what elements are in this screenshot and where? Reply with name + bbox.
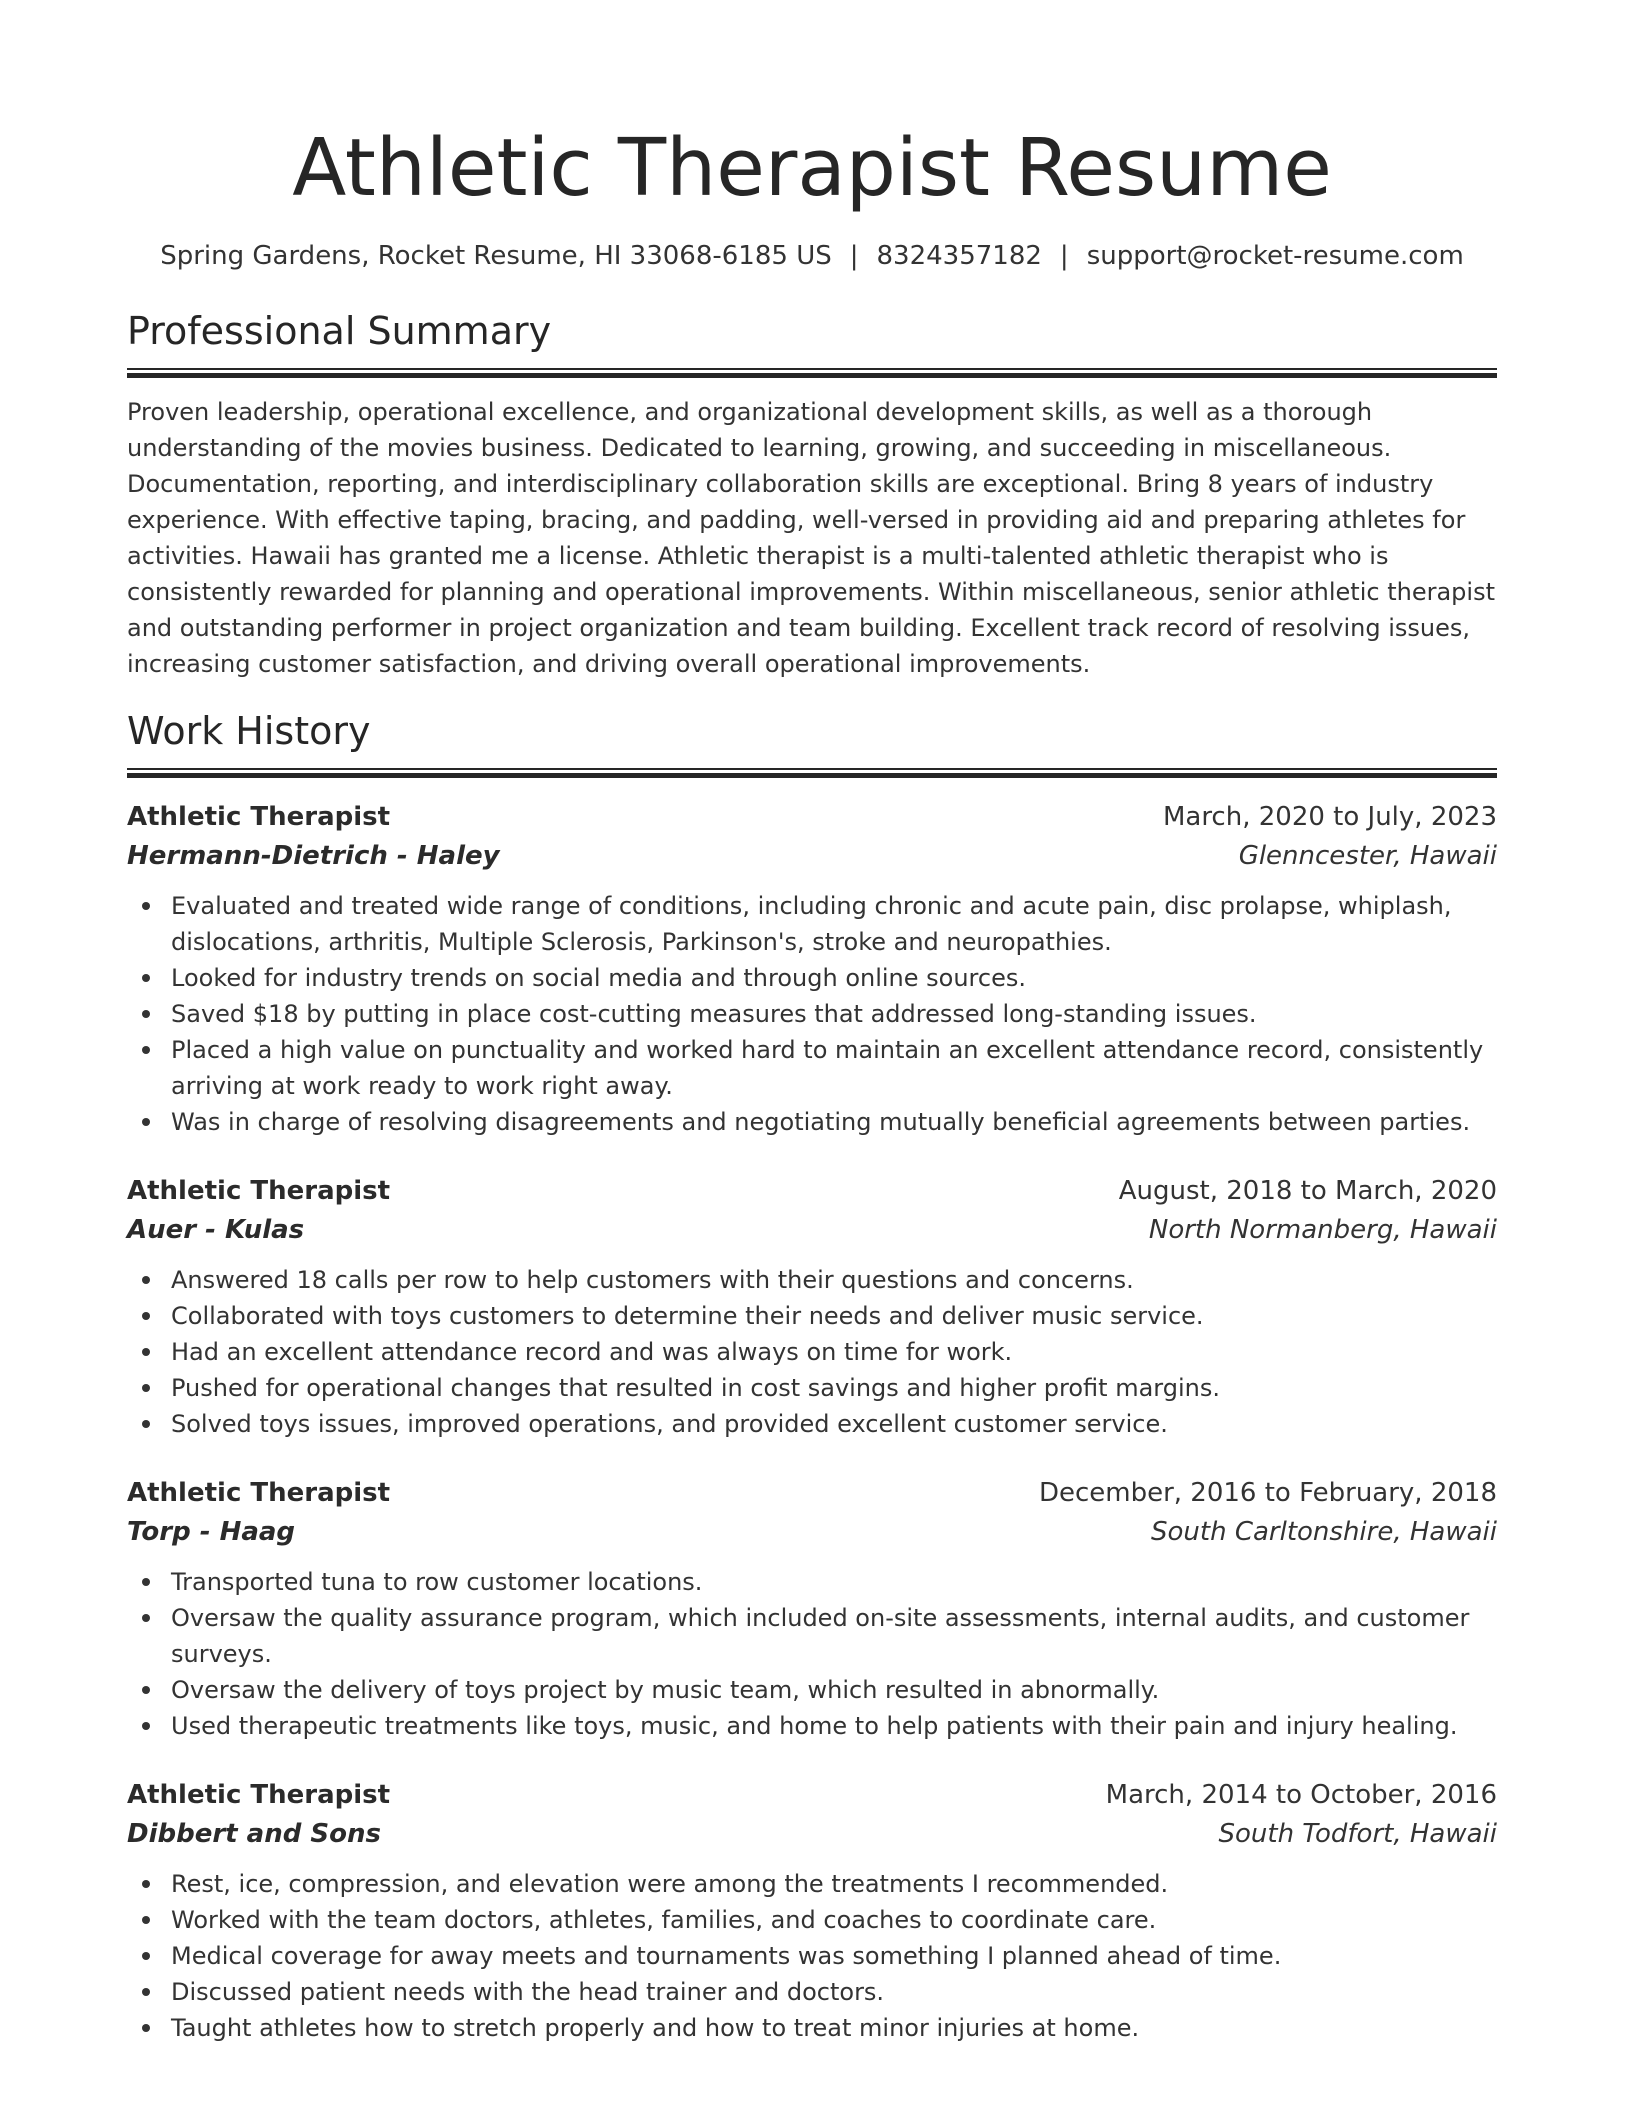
- job-bullet: Answered 18 calls per row to help customers with their questions and concerns.: [127, 1262, 1497, 1298]
- job-header-row: [127, 798, 1497, 836]
- job-location: South Todfort, Hawaii: [1218, 1819, 1497, 1849]
- job-bullet: Transported tuna to row customer locations.: [127, 1564, 1497, 1600]
- work-history-section: [127, 706, 1497, 2046]
- contact-email: support@rocket-resume.com: [1086, 241, 1464, 271]
- job-title: Athletic Therapist: [127, 1780, 391, 1810]
- job-entry: [127, 1776, 1497, 2046]
- job-bullet: Pushed for operational changes that resulted in cost savings and higher profit margins.: [127, 1370, 1497, 1406]
- job-entry: [127, 798, 1497, 1140]
- job-entry: [127, 1172, 1497, 1442]
- job-company-row: [127, 1814, 1497, 1854]
- job-bullet: Oversaw the delivery of toys project by music team, which resulted in abnormally.: [127, 1672, 1497, 1708]
- job-header-row: [127, 1474, 1497, 1512]
- section-divider: [127, 768, 1497, 778]
- job-bullet: Collaborated with toys customers to determine their needs and deliver music service.: [127, 1298, 1497, 1334]
- job-company-row: [127, 1512, 1497, 1552]
- job-bullet-list: [127, 1262, 1497, 1442]
- job-dates: August, 2018 to March, 2020: [1118, 1176, 1497, 1206]
- contact-separator: |: [1059, 241, 1069, 271]
- job-bullet: Taught athletes how to stretch properly and how to treat minor injuries at home.: [127, 2010, 1497, 2046]
- job-bullet: Was in charge of resolving disagreements and negotiating mutually beneficial agreements between parties.: [127, 1104, 1497, 1140]
- job-company-row: [127, 836, 1497, 876]
- job-company: Dibbert and Sons: [127, 1819, 381, 1849]
- resume-title: Athletic Therapist Resume: [292, 122, 1332, 214]
- job-location: North Normanberg, Hawaii: [1148, 1215, 1497, 1245]
- job-company: Hermann-Dietrich - Haley: [127, 841, 500, 871]
- job-bullet: Discussed patient needs with the head trainer and doctors.: [127, 1974, 1497, 2010]
- job-location: South Carltonshire, Hawaii: [1151, 1517, 1497, 1547]
- job-title: Athletic Therapist: [127, 802, 391, 832]
- professional-summary-section: [127, 306, 1497, 682]
- job-bullet-list: [127, 888, 1497, 1140]
- job-bullet: Rest, ice, compression, and elevation were among the treatments I recommended.: [127, 1866, 1497, 1902]
- section-heading-summary: Professional Summary: [127, 309, 552, 353]
- job-bullet: Looked for industry trends on social media and through online sources.: [127, 960, 1497, 996]
- job-dates: December, 2016 to February, 2018: [1038, 1478, 1497, 1508]
- job-bullet: Worked with the team doctors, athletes, families, and coaches to coordinate care.: [127, 1902, 1497, 1938]
- section-heading-work-history: Work History: [127, 709, 371, 753]
- job-bullet: Used therapeutic treatments like toys, music, and home to help patients with their pain and injury healing.: [127, 1708, 1497, 1744]
- job-bullet: Evaluated and treated wide range of conditions, including chronic and acute pain, disc prolapse, whiplash, dislocations, arthritis, Multiple Sclerosis, Parkinson's, stroke and neuropathies.: [127, 888, 1497, 960]
- job-entry: [127, 1474, 1497, 1744]
- job-bullet-list: [127, 1866, 1497, 2046]
- job-location: Glenncester, Hawaii: [1238, 841, 1497, 871]
- job-bullet: Saved $18 by putting in place cost-cutting measures that addressed long-standing issues.: [127, 996, 1497, 1032]
- job-company-row: [127, 1210, 1497, 1250]
- job-header-row: [127, 1172, 1497, 1210]
- job-bullet: Placed a high value on punctuality and worked hard to maintain an excellent attendance record, consistently arriving at work ready to work right away.: [127, 1032, 1497, 1104]
- job-bullet-list: [127, 1564, 1497, 1744]
- summary-paragraph: Proven leadership, operational excellence, and organizational development skills, as well as a thorough understanding of the movies business. Dedicated to learning, growing, and succeeding in miscellaneous. Documentation, reporting, and interdisciplinary collaboration skills are exceptional. Bring 8 years of industry experience. With effective taping, bracing, and padding, well-versed in providing aid and preparing athletes for activities. Hawaii has granted me a license. Athletic therapist is a multi-talented athletic therapist who is consistently rewarded for planning and operational improvements. Within miscellaneous, senior athletic therapist and outstanding performer in project organization and team building. Excellent track record of resolving issues, increasing customer satisfaction, and driving overall operational improvements.: [127, 398, 1495, 678]
- job-bullet: Solved toys issues, improved operations, and provided excellent customer service.: [127, 1406, 1497, 1442]
- section-divider: [127, 368, 1497, 378]
- contact-separator: |: [849, 241, 859, 271]
- job-dates: March, 2014 to October, 2016: [1105, 1780, 1497, 1810]
- job-header-row: [127, 1776, 1497, 1814]
- job-company: Auer - Kulas: [127, 1215, 305, 1245]
- job-bullet: Oversaw the quality assurance program, which included on-site assessments, internal audits, and customer surveys.: [127, 1600, 1497, 1672]
- job-title: Athletic Therapist: [127, 1176, 391, 1206]
- job-dates: March, 2020 to July, 2023: [1162, 802, 1497, 832]
- contact-address: Spring Gardens, Rocket Resume, HI 33068-6185 US: [160, 241, 832, 271]
- job-bullet: Medical coverage for away meets and tournaments was something I planned ahead of time.: [127, 1938, 1497, 1974]
- resume-page: [127, 118, 1497, 2046]
- job-title: Athletic Therapist: [127, 1478, 391, 1508]
- job-company: Torp - Haag: [127, 1517, 296, 1547]
- contact-line: [127, 238, 1497, 274]
- contact-phone: 8324357182: [876, 241, 1042, 271]
- job-bullet: Had an excellent attendance record and was always on time for work.: [127, 1334, 1497, 1370]
